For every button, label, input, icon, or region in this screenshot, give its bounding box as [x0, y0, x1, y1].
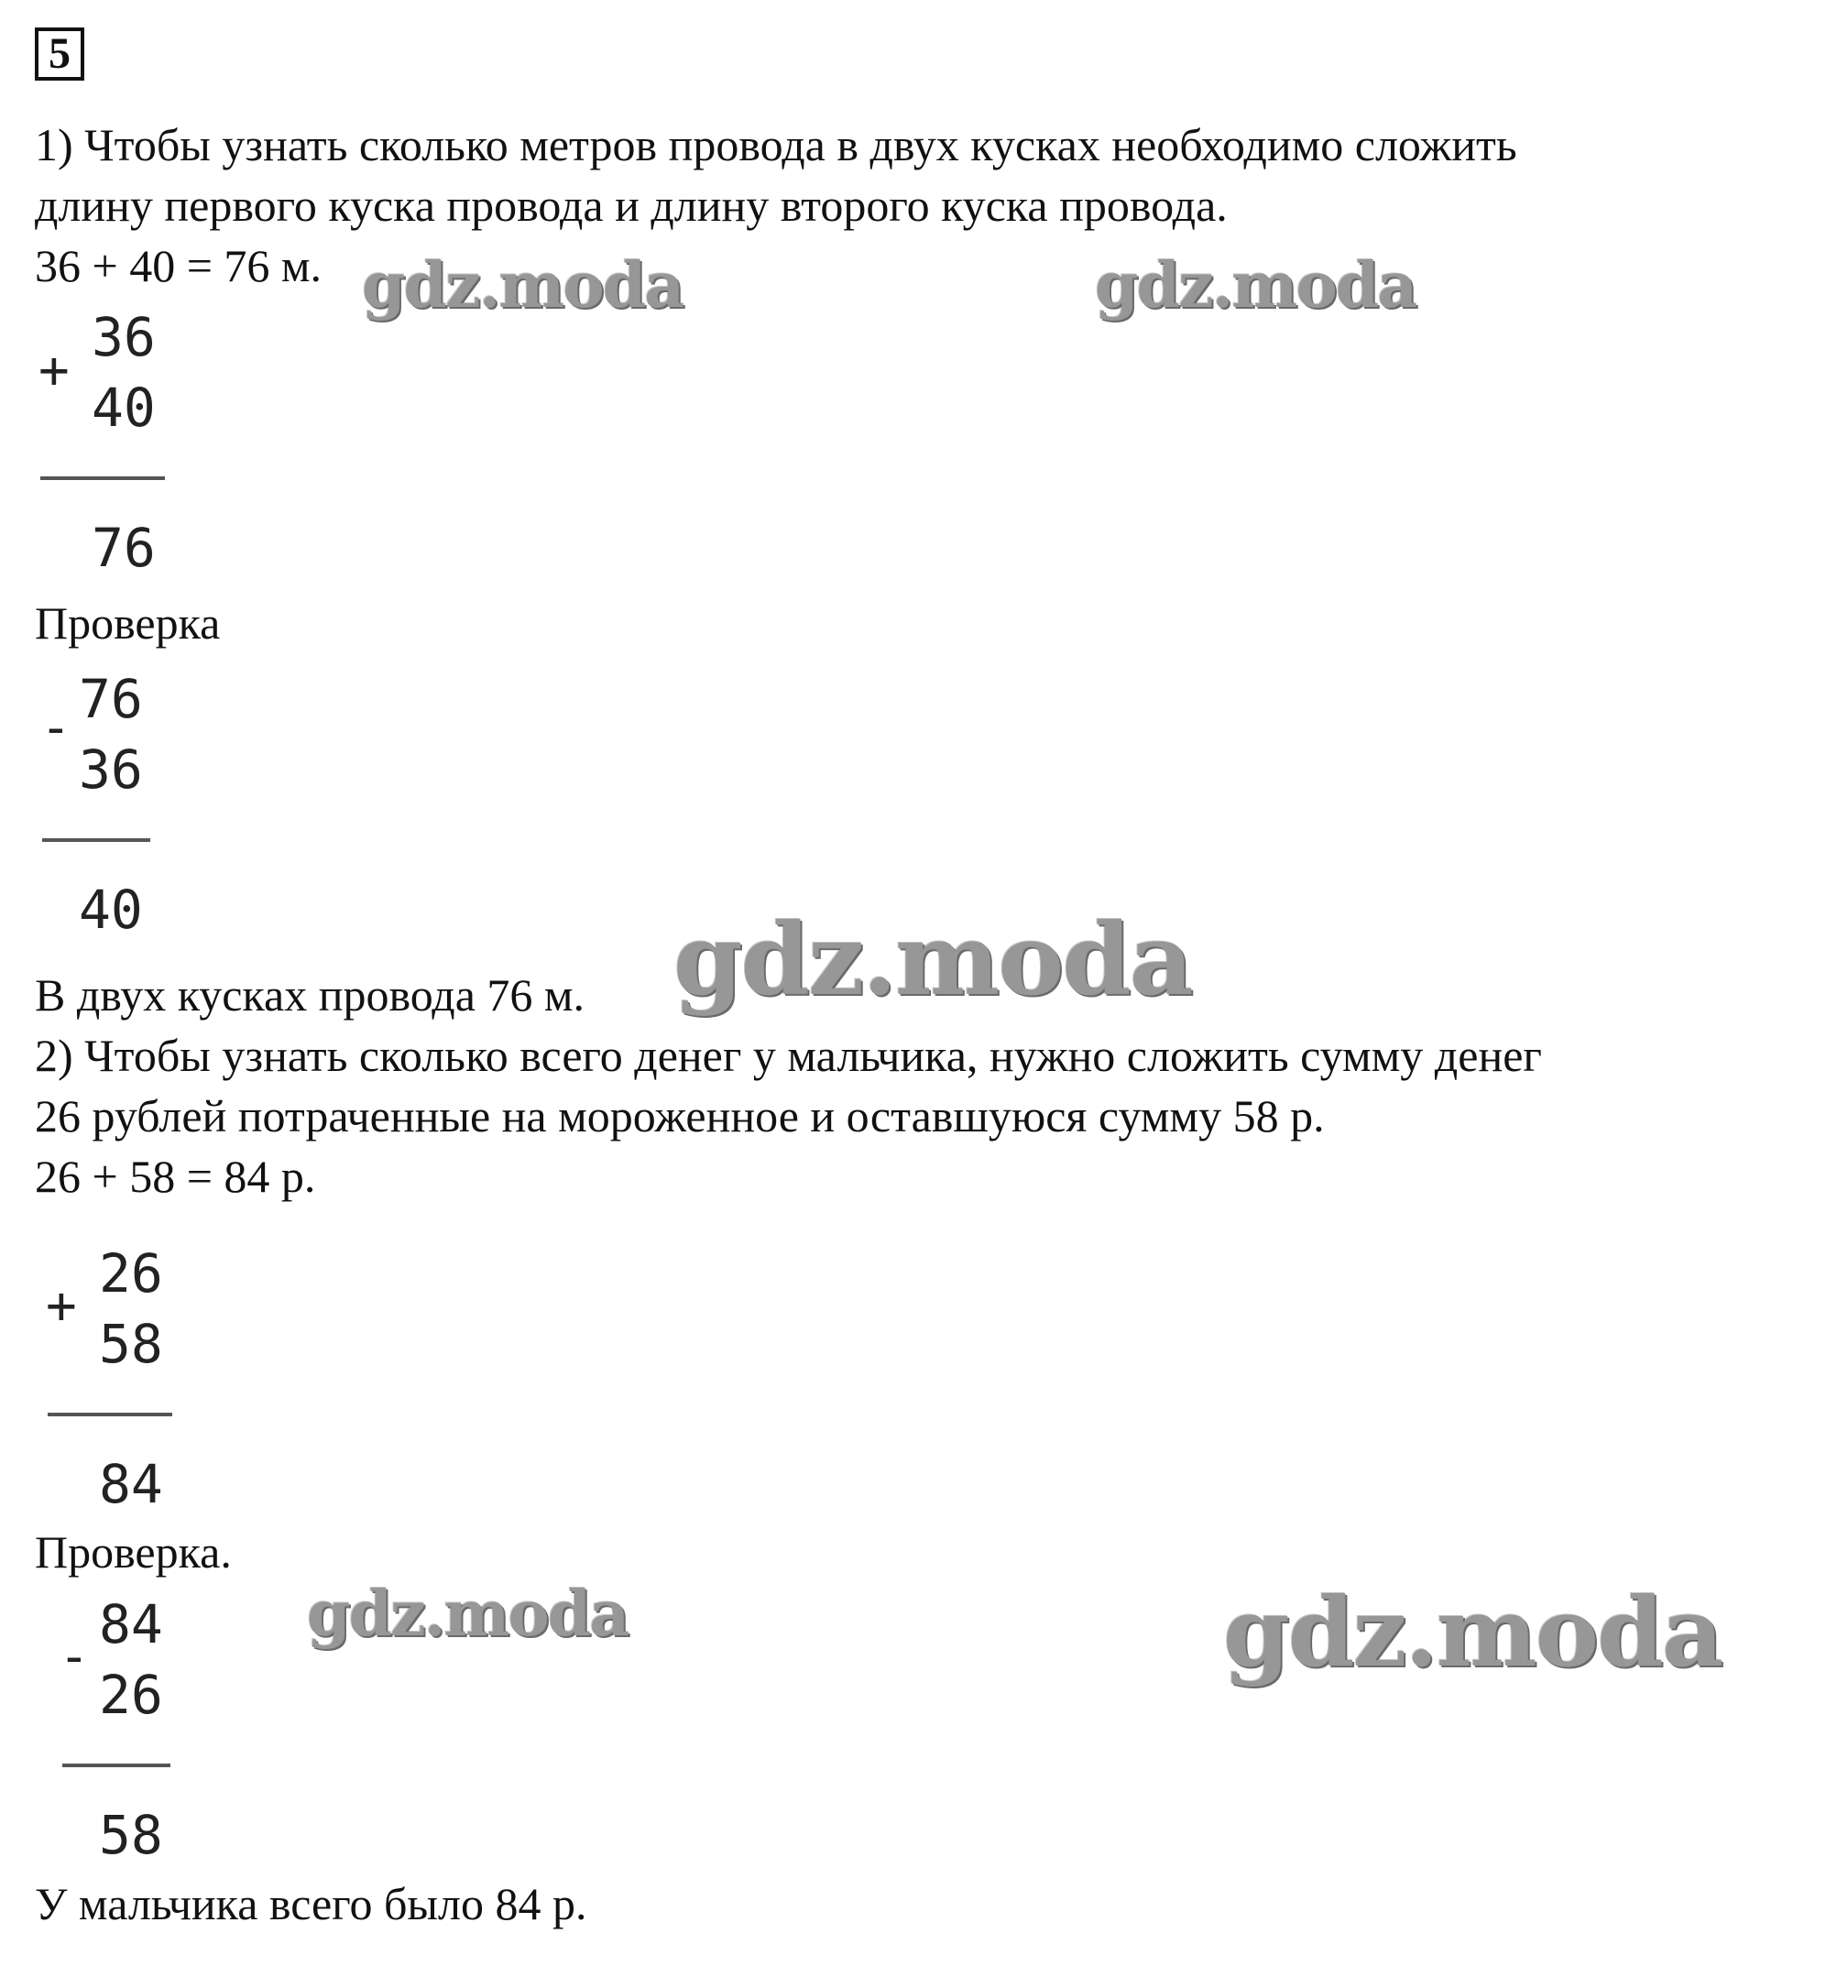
part2-subtraction-bottom: 26	[99, 1664, 163, 1726]
part2-addition-bottom: 58	[99, 1313, 163, 1375]
part2-subtraction-operator: -	[59, 1627, 90, 1687]
part1-subtraction-result: 40	[79, 879, 143, 941]
part1-subtraction-rule	[42, 838, 150, 842]
part2-answer: У мальчика всего было 84 р.	[35, 1878, 587, 1929]
part2-subtraction-rule	[62, 1764, 170, 1767]
part2-equation: 26 + 58 = 84 р.	[35, 1151, 316, 1202]
part2-addition-operator: +	[46, 1276, 77, 1336]
part2-text-line1: 2) Чтобы узнать сколько всего денег у мальчика, нужно сложить сумму денег	[35, 1030, 1542, 1081]
problem-number: 5	[35, 27, 84, 81]
watermark: gdz.moda	[362, 249, 683, 322]
part2-text-line2: 26 рублей потраченные на мороженное и оставшуюся сумму 58 р.	[35, 1090, 1325, 1141]
part1-answer: В двух кусках провода 76 м.	[35, 969, 585, 1021]
part2-addition-top: 26	[99, 1242, 163, 1305]
part1-addition-top: 36	[92, 306, 156, 368]
part1-subtraction-bottom: 36	[79, 738, 143, 801]
part2-subtraction-result: 58	[99, 1804, 163, 1866]
part1-check-label: Проверка	[35, 597, 221, 649]
part2-addition-rule	[48, 1413, 172, 1416]
part1-subtraction-top: 76	[79, 668, 143, 730]
part1-text-line2: длину первого куска провода и длину второго куска провода.	[35, 180, 1228, 231]
watermark: gdz.moda	[1095, 249, 1416, 322]
part1-addition-result: 76	[92, 517, 156, 579]
part2-check-label: Проверка.	[35, 1526, 232, 1578]
part1-addition-rule	[40, 476, 165, 480]
part1-equation: 36 + 40 = 76 м.	[35, 240, 323, 291]
part1-addition-operator: +	[38, 341, 70, 400]
part1-addition-bottom: 40	[92, 377, 156, 439]
part1-text-line1: 1) Чтобы узнать сколько метров провода в двух кусках необходимо сложить	[35, 119, 1517, 170]
part2-subtraction-top: 84	[99, 1593, 163, 1655]
watermark: gdz.moda	[673, 902, 1192, 1018]
watermark: gdz.moda	[307, 1578, 629, 1651]
part2-addition-result: 84	[99, 1453, 163, 1515]
watermark: gdz.moda	[1223, 1576, 1722, 1688]
part1-subtraction-operator: -	[40, 698, 71, 758]
